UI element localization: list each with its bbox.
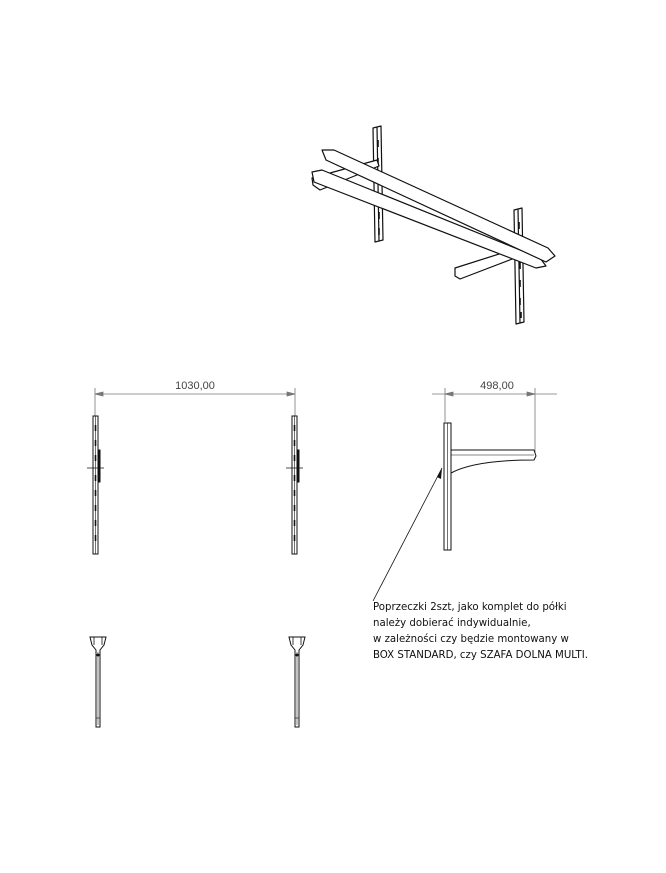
- bottom-left-crossbar: [90, 637, 106, 727]
- assembly-note: [373, 600, 653, 664]
- side-depth-dimension-label: 498,00: [480, 380, 514, 392]
- side-rail-and-bracket: [444, 423, 536, 550]
- bottom-view: [90, 637, 305, 727]
- note-line-2: należy dobierać indywidualnie,: [373, 618, 531, 629]
- bottom-right-crossbar: [289, 637, 305, 727]
- front-right-rail: [286, 416, 303, 554]
- iso-crossbar-upper: [322, 150, 555, 262]
- front-width-dimension-label: 1030,00: [175, 380, 215, 392]
- front-dimension: [95, 388, 295, 420]
- note-line-1: Poprzeczki 2szt, jako komplet do półki: [373, 602, 567, 613]
- note-leader: [373, 468, 442, 601]
- iso-right-rail: [514, 208, 524, 324]
- iso-crossbar-lower: [312, 170, 546, 268]
- note-line-3: w zależności czy będzie montowany w: [373, 634, 569, 645]
- note-line-4: BOX STANDARD, czy SZAFA DOLNA MULTI.: [373, 650, 589, 661]
- isometric-view: [312, 126, 555, 324]
- front-left-rail: [87, 416, 104, 554]
- side-view: [373, 380, 557, 601]
- front-view: [87, 380, 303, 554]
